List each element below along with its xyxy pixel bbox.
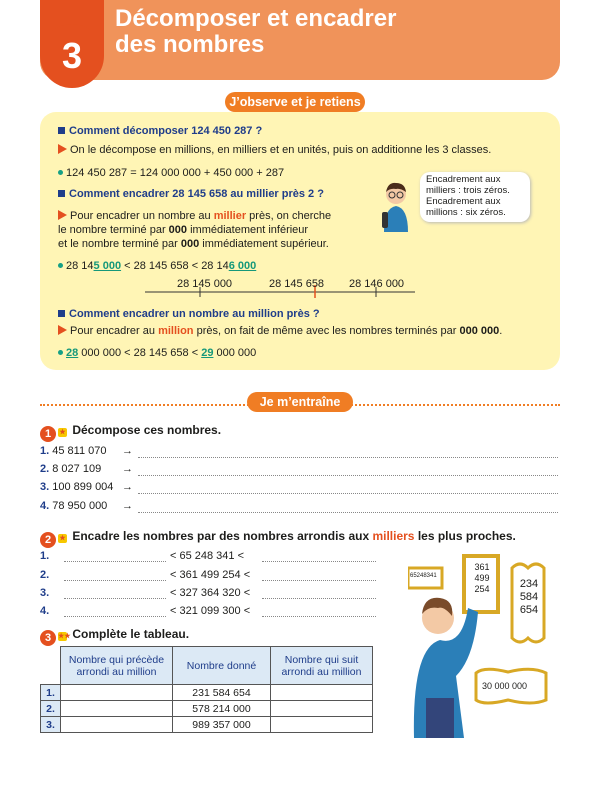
answer-line[interactable] xyxy=(64,561,166,562)
question-1-text: On le décompose en millions, en milliers et en unités, puis on additionne les 3 classes. xyxy=(58,143,491,157)
triangle-bullet-icon xyxy=(58,144,67,154)
observe-tab: J’observe et je retiens xyxy=(225,92,365,112)
table-row: 2. 578 214 000 xyxy=(41,701,373,717)
exercise-1-item: 2. 8 027 109 xyxy=(40,463,102,475)
table-row: 1. 231 584 654 xyxy=(41,685,373,701)
exercise-2-item: 4. xyxy=(40,605,50,617)
square-bullet-icon xyxy=(58,310,65,317)
number-line-mid-label: 28 145 658 xyxy=(269,278,325,290)
answer-cell[interactable] xyxy=(61,685,173,701)
lesson-title-line1: Décomposer et encadrer xyxy=(115,5,397,32)
question-2-example: 28 145 000 < 28 145 658 < 28 146 000 xyxy=(58,259,256,273)
lesson-number: 3 xyxy=(40,24,104,88)
arrow-icon: → xyxy=(122,500,133,512)
table-header: Nombre qui précède arrondi au million xyxy=(61,647,173,685)
triangle-bullet-icon xyxy=(58,325,67,335)
number-line-left-label: 28 145 000 xyxy=(177,278,233,290)
given-number: 989 357 000 xyxy=(173,717,271,733)
practice-tab: Je m’entraîne xyxy=(247,392,353,412)
question-2-text-line2: le nombre terminé par 000 immédiatement inférieur xyxy=(58,224,309,236)
triangle-bullet-icon xyxy=(58,210,67,220)
exercise-3-table xyxy=(40,646,373,733)
answer-line[interactable] xyxy=(64,598,166,599)
exercise-2-item: 2. xyxy=(40,569,50,581)
table-header-row xyxy=(41,647,373,685)
exercise-2-value: < 327 364 320 < xyxy=(170,587,251,599)
frame-label: 234 584 654 xyxy=(519,578,539,616)
exercise-2-value: < 65 248 341 < xyxy=(170,550,245,562)
exercise-2-title: 2 ★ Encadre les nombres par des nombres arrondis aux milliers les plus proches. xyxy=(40,529,516,548)
question-1: Comment décomposer 124 450 287 ? xyxy=(58,124,262,138)
answer-cell[interactable] xyxy=(271,701,373,717)
answer-line[interactable] xyxy=(138,475,558,476)
answer-line[interactable] xyxy=(138,493,558,494)
square-bullet-icon xyxy=(58,127,65,134)
answer-line[interactable] xyxy=(64,580,166,581)
answer-cell[interactable] xyxy=(61,717,173,733)
hint-bubble: Encadrement aux milliers : trois zéros. Encadrement aux millions : six zéros. xyxy=(420,172,530,222)
exercise-3-title: 3 ★★ Complète le tableau. xyxy=(40,627,189,646)
answer-line[interactable] xyxy=(64,616,166,617)
arrow-icon: → xyxy=(122,481,133,493)
table-header: Nombre qui suit arrondi au million xyxy=(271,647,373,685)
question-3-example: 28 000 000 < 28 145 658 < 29 000 000 xyxy=(58,346,256,360)
number-line-right-label: 28 146 000 xyxy=(349,278,405,290)
question-3: Comment encadrer un nombre au million près ? xyxy=(58,307,320,321)
star-icon: ★ xyxy=(59,535,66,542)
given-number: 578 214 000 xyxy=(173,701,271,717)
question-2-text-line3: et le nombre terminé par 000 immédiatement supérieur. xyxy=(58,238,329,250)
answer-line[interactable] xyxy=(262,561,376,562)
frame-label: 65248341 xyxy=(410,573,437,579)
question-3-text: Pour encadrer au million près, on fait de même avec les nombres terminés par 000 000. xyxy=(58,324,502,338)
exercise-2-item: 3. xyxy=(40,587,50,599)
exercise-1-item: 4. 78 950 000 xyxy=(40,500,108,512)
arrow-icon: → xyxy=(122,445,133,457)
answer-cell[interactable] xyxy=(271,685,373,701)
answer-cell[interactable] xyxy=(61,701,173,717)
question-2: Comment encadrer 28 145 658 au millier près 2 ? xyxy=(58,187,324,201)
question-2-text-line1: Pour encadrer un nombre au millier près, on cherche xyxy=(58,209,331,223)
table-header: Nombre donné xyxy=(173,647,271,685)
answer-line[interactable] xyxy=(262,598,376,599)
exercise-1-item: 3. 100 899 004 xyxy=(40,481,114,493)
frame-label: 361 499 254 xyxy=(474,562,490,594)
answer-line[interactable] xyxy=(138,512,558,513)
answer-line[interactable] xyxy=(262,580,376,581)
lesson-title xyxy=(115,6,396,58)
exercise-2-value: < 321 099 300 < xyxy=(170,605,251,617)
dot-bullet-icon xyxy=(58,263,63,268)
given-number: 231 584 654 xyxy=(173,685,271,701)
exercise-2-value: < 361 499 254 < xyxy=(170,569,251,581)
frame-label: 30 000 000 xyxy=(482,681,528,691)
table-row: 3. 989 357 000 xyxy=(41,717,373,733)
star-icon: ★ xyxy=(59,429,66,436)
exercise-1-item: 1. 45 811 070 xyxy=(40,445,107,457)
dot-bullet-icon xyxy=(58,350,63,355)
square-bullet-icon xyxy=(58,190,65,197)
star-icon: ★★ xyxy=(58,633,71,640)
exercise-1-title: 1 ★ Décompose ces nombres. xyxy=(40,423,221,442)
arrow-icon: → xyxy=(122,463,133,475)
lesson-title-line2: des nombres xyxy=(115,31,265,58)
exercise-2-item: 1. xyxy=(40,550,50,562)
answer-line[interactable] xyxy=(138,457,558,458)
child-thinking-icon xyxy=(378,180,414,232)
dot-bullet-icon xyxy=(58,170,63,175)
answer-cell[interactable] xyxy=(271,717,373,733)
answer-line[interactable] xyxy=(262,616,376,617)
question-1-example: 124 450 287 = 124 000 000 + 450 000 + 287 xyxy=(58,166,284,180)
